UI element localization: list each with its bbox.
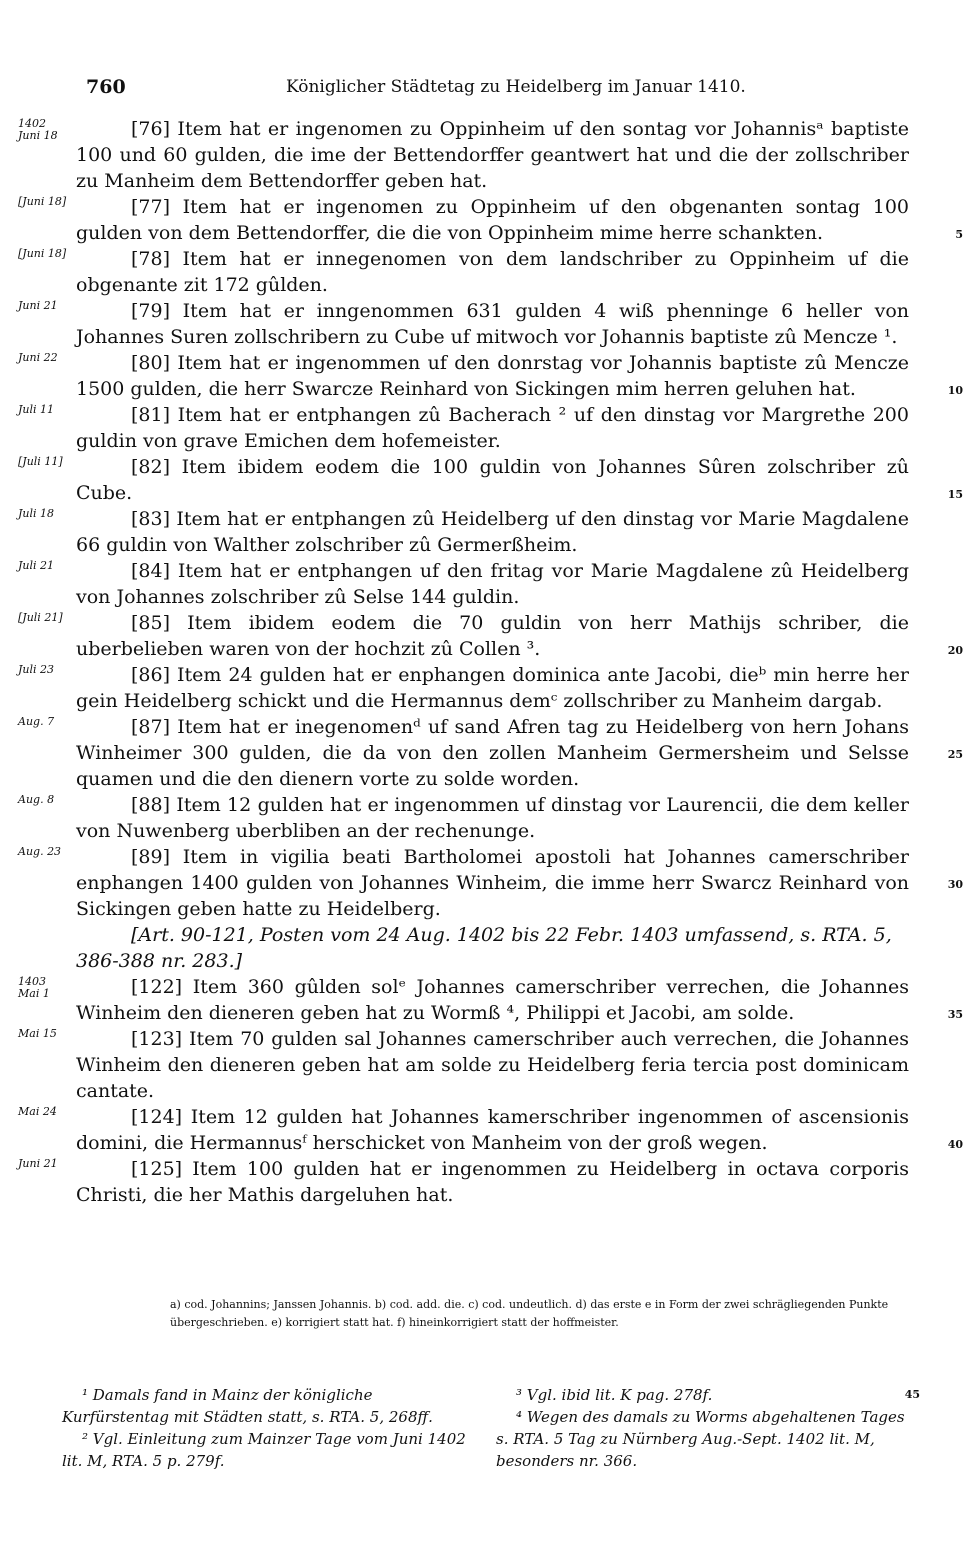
- entry-text: [88] Item 12 gulden hat er ingenommen uf dinstag vor Laurencii, die dem keller von Nuwenberg uberbliben an der rechenunge.: [76, 794, 909, 842]
- entry: [18, 792, 909, 844]
- entry: [18, 610, 963, 662]
- entry: [18, 194, 963, 246]
- entry: [18, 298, 909, 350]
- margin-date: Juli 11: [18, 403, 55, 416]
- line-number: 15: [947, 488, 963, 501]
- margin-date: Mai 15: [18, 1027, 57, 1040]
- running-title: Königlicher Städtetag zu Heidelberg im Januar 1410.: [286, 77, 746, 97]
- margin-date: Aug. 7: [18, 715, 55, 728]
- entry-text: [122] Item 360 gûlden solᵉ Johannes camerschriber verrechen, die Johannes Winheim den dieneren geben hat zu Wormß ⁴, Philippi et Jacobi, am solde.: [76, 976, 909, 1024]
- footnote: ³ Vgl. ibid lit. K pag. 278f.: [516, 1386, 713, 1404]
- entry-text: [79] Item hat er inngenommen 631 gulden 4 wiß phenninge 6 heller von Johannes Suren zollschribern zu Cube uf mitwoch vor Johannis baptiste zû Mencze ¹.: [76, 300, 909, 348]
- footnote: ¹ Damals fand in Mainz der königliche Kurfürstentag mit Städten statt, s. RTA. 5, 268ff.: [62, 1386, 433, 1426]
- margin-date: Aug. 23: [18, 845, 62, 858]
- entry-text: [77] Item hat er ingenomen zu Oppinheim uf den obgenanten sontag 100 gulden von dem Bettendorffer, die die von Oppinheim mime herre schankten.: [76, 196, 909, 244]
- margin-date: Juli 18: [18, 507, 55, 520]
- entry: [18, 1026, 909, 1104]
- entry-text: [82] Item ibidem eodem die 100 guldin von Johannes Sûren zolschriber zû Cube.: [76, 456, 909, 504]
- entry-text: [86] Item 24 gulden hat er enphangen dominica ante Jacobi, dieᵇ min herre her gein Heidelberg schickt und die Hermannus demᶜ zollschriber zu Manheim dargab.: [76, 664, 909, 712]
- margin-date: [Juni 18]: [18, 247, 67, 260]
- entry: [18, 454, 963, 506]
- footnotes-left-column: [62, 1384, 477, 1472]
- margin-date: 1402 Juni 18: [18, 117, 58, 142]
- entry-text: [87] Item hat er inegenomenᵈ uf sand Afren tag zu Heidelberg von hern Johans Winheimer 300 gulden, die da von den zollen Manheim Germersheim und Selsse quamen und die den dienern vorte zu solde worden.: [76, 716, 909, 790]
- main-text: [0, 116, 963, 1208]
- line-number: 45: [904, 1388, 920, 1401]
- entry: [18, 350, 963, 402]
- line-number: 35: [947, 1008, 963, 1021]
- line-number: 40: [947, 1138, 963, 1151]
- footnote: ⁴ Wegen des damals zu Worms abgehaltenen Tages s. RTA. 5 Tag zu Nürnberg Aug.-Sept. 1402 lit. M, besonders nr. 366.: [496, 1408, 905, 1470]
- entry: [18, 558, 909, 610]
- margin-date: [Juli 11]: [18, 455, 63, 468]
- entry: [18, 1104, 963, 1156]
- textual-variants: a) cod. Johannins; Janssen Johannis. b) cod. add. die. c) cod. undeutlich. d) das erste e in Form der zwei schrägliegenden Punkte übergeschrieben. e) korrigiert statt hat. f) hineinkorrigiert statt der hoffmeister.: [170, 1298, 889, 1329]
- entry: [18, 506, 909, 558]
- entry-text: [85] Item ibidem eodem die 70 guldin von herr Mathijs schriber, die uberbelieben waren von der hochzit zû Collen ³.: [76, 612, 909, 660]
- line-number: 5: [955, 228, 963, 241]
- line-number: 30: [947, 878, 963, 891]
- footnote: ² Vgl. Einleitung zum Mainzer Tage vom Juni 1402 lit. M, RTA. 5 p. 279f.: [62, 1430, 466, 1470]
- line-number: 25: [947, 748, 963, 761]
- entry-text: [124] Item 12 gulden hat Johannes kamerschriber ingenommen of ascensionis domini, die Hermannusᶠ herschicket von Manheim von der groß wegen.: [76, 1106, 909, 1154]
- entries-block-1: [0, 116, 963, 922]
- margin-date: Juni 21: [18, 299, 58, 312]
- margin-date: Juni 21: [18, 1157, 58, 1170]
- page-header: [86, 74, 906, 102]
- entry: [18, 402, 909, 454]
- entry: [18, 844, 963, 922]
- margin-date: Mai 24: [18, 1105, 57, 1118]
- line-number: 10: [947, 384, 963, 397]
- entry: [18, 246, 909, 298]
- article-note: [Art. 90-121, Posten vom 24 Aug. 1402 bis 22 Febr. 1403 umfassend, s. RTA. 5, 386-388 nr. 283.]: [76, 924, 892, 972]
- entry-text: [84] Item hat er entphangen uf den fritag vor Marie Magdalene zû Heidelberg von Johannes zolschriber zû Selse 144 guldin.: [76, 560, 909, 608]
- entry: [18, 974, 963, 1026]
- footnotes-right-column: [496, 1384, 911, 1472]
- entry-text: [125] Item 100 gulden hat er ingenommen zu Heidelberg in octava corporis Christi, die her Mathis dargeluhen hat.: [76, 1158, 909, 1206]
- entry-text: [83] Item hat er entphangen zû Heidelberg uf den dinstag vor Marie Magdalene 66 guldin von Walther zolschriber zû Germerßheim.: [76, 508, 909, 556]
- entry-text: [89] Item in vigilia beati Bartholomei apostoli hat Johannes camerschriber enphangen 1400 gulden von Johannes Winheim, die imme herr Swarcz Reinhard von Sickingen geben hatte zu Heidelberg.: [76, 846, 909, 920]
- entry: [18, 714, 963, 792]
- entry-text: [80] Item hat er ingenommen uf den donrstag vor Johannis baptiste zû Mencze 1500 gulden, die herr Swarcze Reinhard von Sickingen mim herren geluhen hat.: [76, 352, 909, 400]
- entries-block-2: [0, 974, 963, 1208]
- entry: [18, 662, 909, 714]
- margin-date: Juli 21: [18, 559, 55, 572]
- line-number: 20: [947, 644, 963, 657]
- entry-text: [76] Item hat er ingenomen zu Oppinheim uf den sontag vor Johannisᵃ baptiste 100 und 60 gulden, die ime der Bettendorffer geantwert hat und die der zollschriber zu Manheim dem Bettendorffer geben hat.: [76, 118, 909, 192]
- page-number: 760: [86, 76, 126, 98]
- margin-date: Juni 22: [18, 351, 58, 364]
- entry: [18, 1156, 909, 1208]
- margin-date: [Juli 21]: [18, 611, 63, 624]
- margin-date: 1403 Mai 1: [18, 975, 50, 1000]
- entry-text: [81] Item hat er entphangen zû Bacherach ² uf den dinstag vor Margrethe 200 guldin von grave Emichen dem hofemeister.: [76, 404, 909, 452]
- entry-text: [78] Item hat er innegenomen von dem landschriber zu Oppinheim uf die obgenante zit 172 gûlden.: [76, 248, 909, 296]
- margin-date: [Juni 18]: [18, 195, 67, 208]
- entry: [18, 116, 909, 194]
- margin-date: Aug. 8: [18, 793, 55, 806]
- entry-text: [123] Item 70 gulden sal Johannes camerschriber auch verrechen, die Johannes Winheim den dieneren geben hat am solde zu Heidelberg feria tercia post dominicam cantate.: [76, 1028, 909, 1102]
- margin-date: Juli 23: [18, 663, 55, 676]
